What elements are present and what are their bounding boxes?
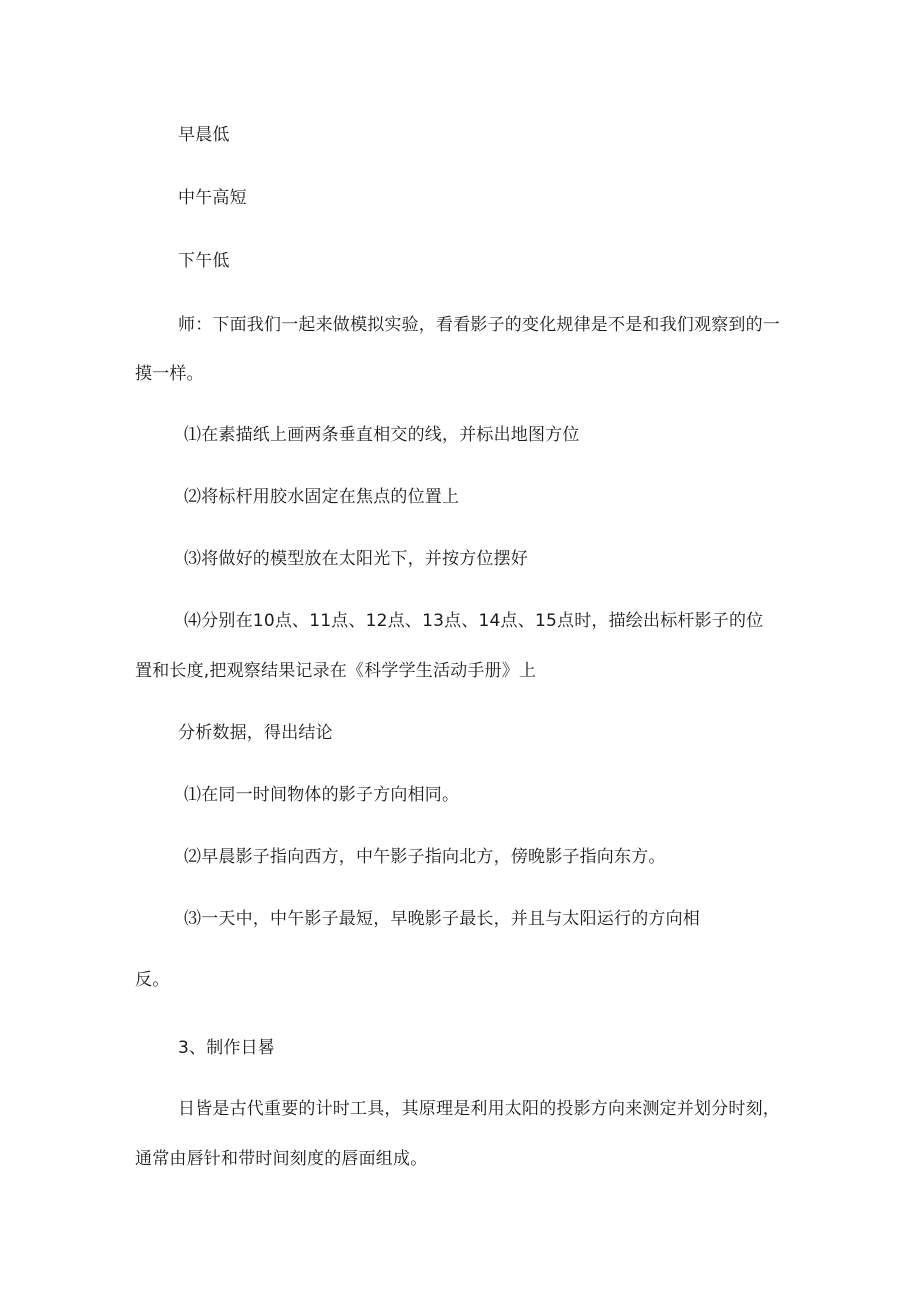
- text-line-step-4: ⑷分别在10点、11点、12点、13点、14点、15点时，描绘出标杆影子的位: [184, 611, 764, 631]
- text-line-step-2: ⑵将标杆用胶水固定在焦点的位置上: [184, 487, 460, 507]
- text-line-analysis-heading: 分析数据，得出结论: [178, 723, 333, 743]
- text-line-morning-low: 早晨低: [178, 125, 230, 145]
- text-line-teacher-intro-cont: 摸一样。: [135, 364, 204, 384]
- text-line-step-4-cont: 置和长度,把观察结果记录在《科学学生活动手册》上: [135, 661, 537, 681]
- text-line-conclusion-1: ⑴在同一时间物体的影子方向相同。: [184, 785, 460, 805]
- text-line-conclusion-3: ⑶一天中，中午影子最短，早晚影子最长，并且与太阳运行的方向相: [184, 909, 700, 929]
- text-line-noon-high-short: 中午高短: [178, 188, 247, 208]
- text-line-step-1: ⑴在素描纸上画两条垂直相交的线，并标出地图方位: [184, 425, 580, 445]
- text-line-step-3: ⑶将做好的模型放在太阳光下，并按方位摆好: [184, 549, 528, 569]
- text-line-sundial-intro-cont: 通常由唇针和带时间刻度的唇面组成。: [135, 1149, 428, 1169]
- text-line-teacher-intro: 师：下面我们一起来做模拟实验，看看影子的变化规律是不是和我们观察到的一: [178, 315, 780, 335]
- text-line-conclusion-2: ⑵早晨影子指向西方，中午影子指向北方，傍晚影子指向东方。: [184, 847, 666, 867]
- section-heading-sundial: 3、制作日晷: [178, 1038, 276, 1058]
- text-line-sundial-intro: 日皆是古代重要的计时工具，其原理是利用太阳的投影方向来测定并划分时刻，: [178, 1099, 780, 1119]
- text-line-conclusion-3-cont: 反。: [135, 970, 170, 990]
- text-line-afternoon-low: 下午低: [178, 251, 230, 271]
